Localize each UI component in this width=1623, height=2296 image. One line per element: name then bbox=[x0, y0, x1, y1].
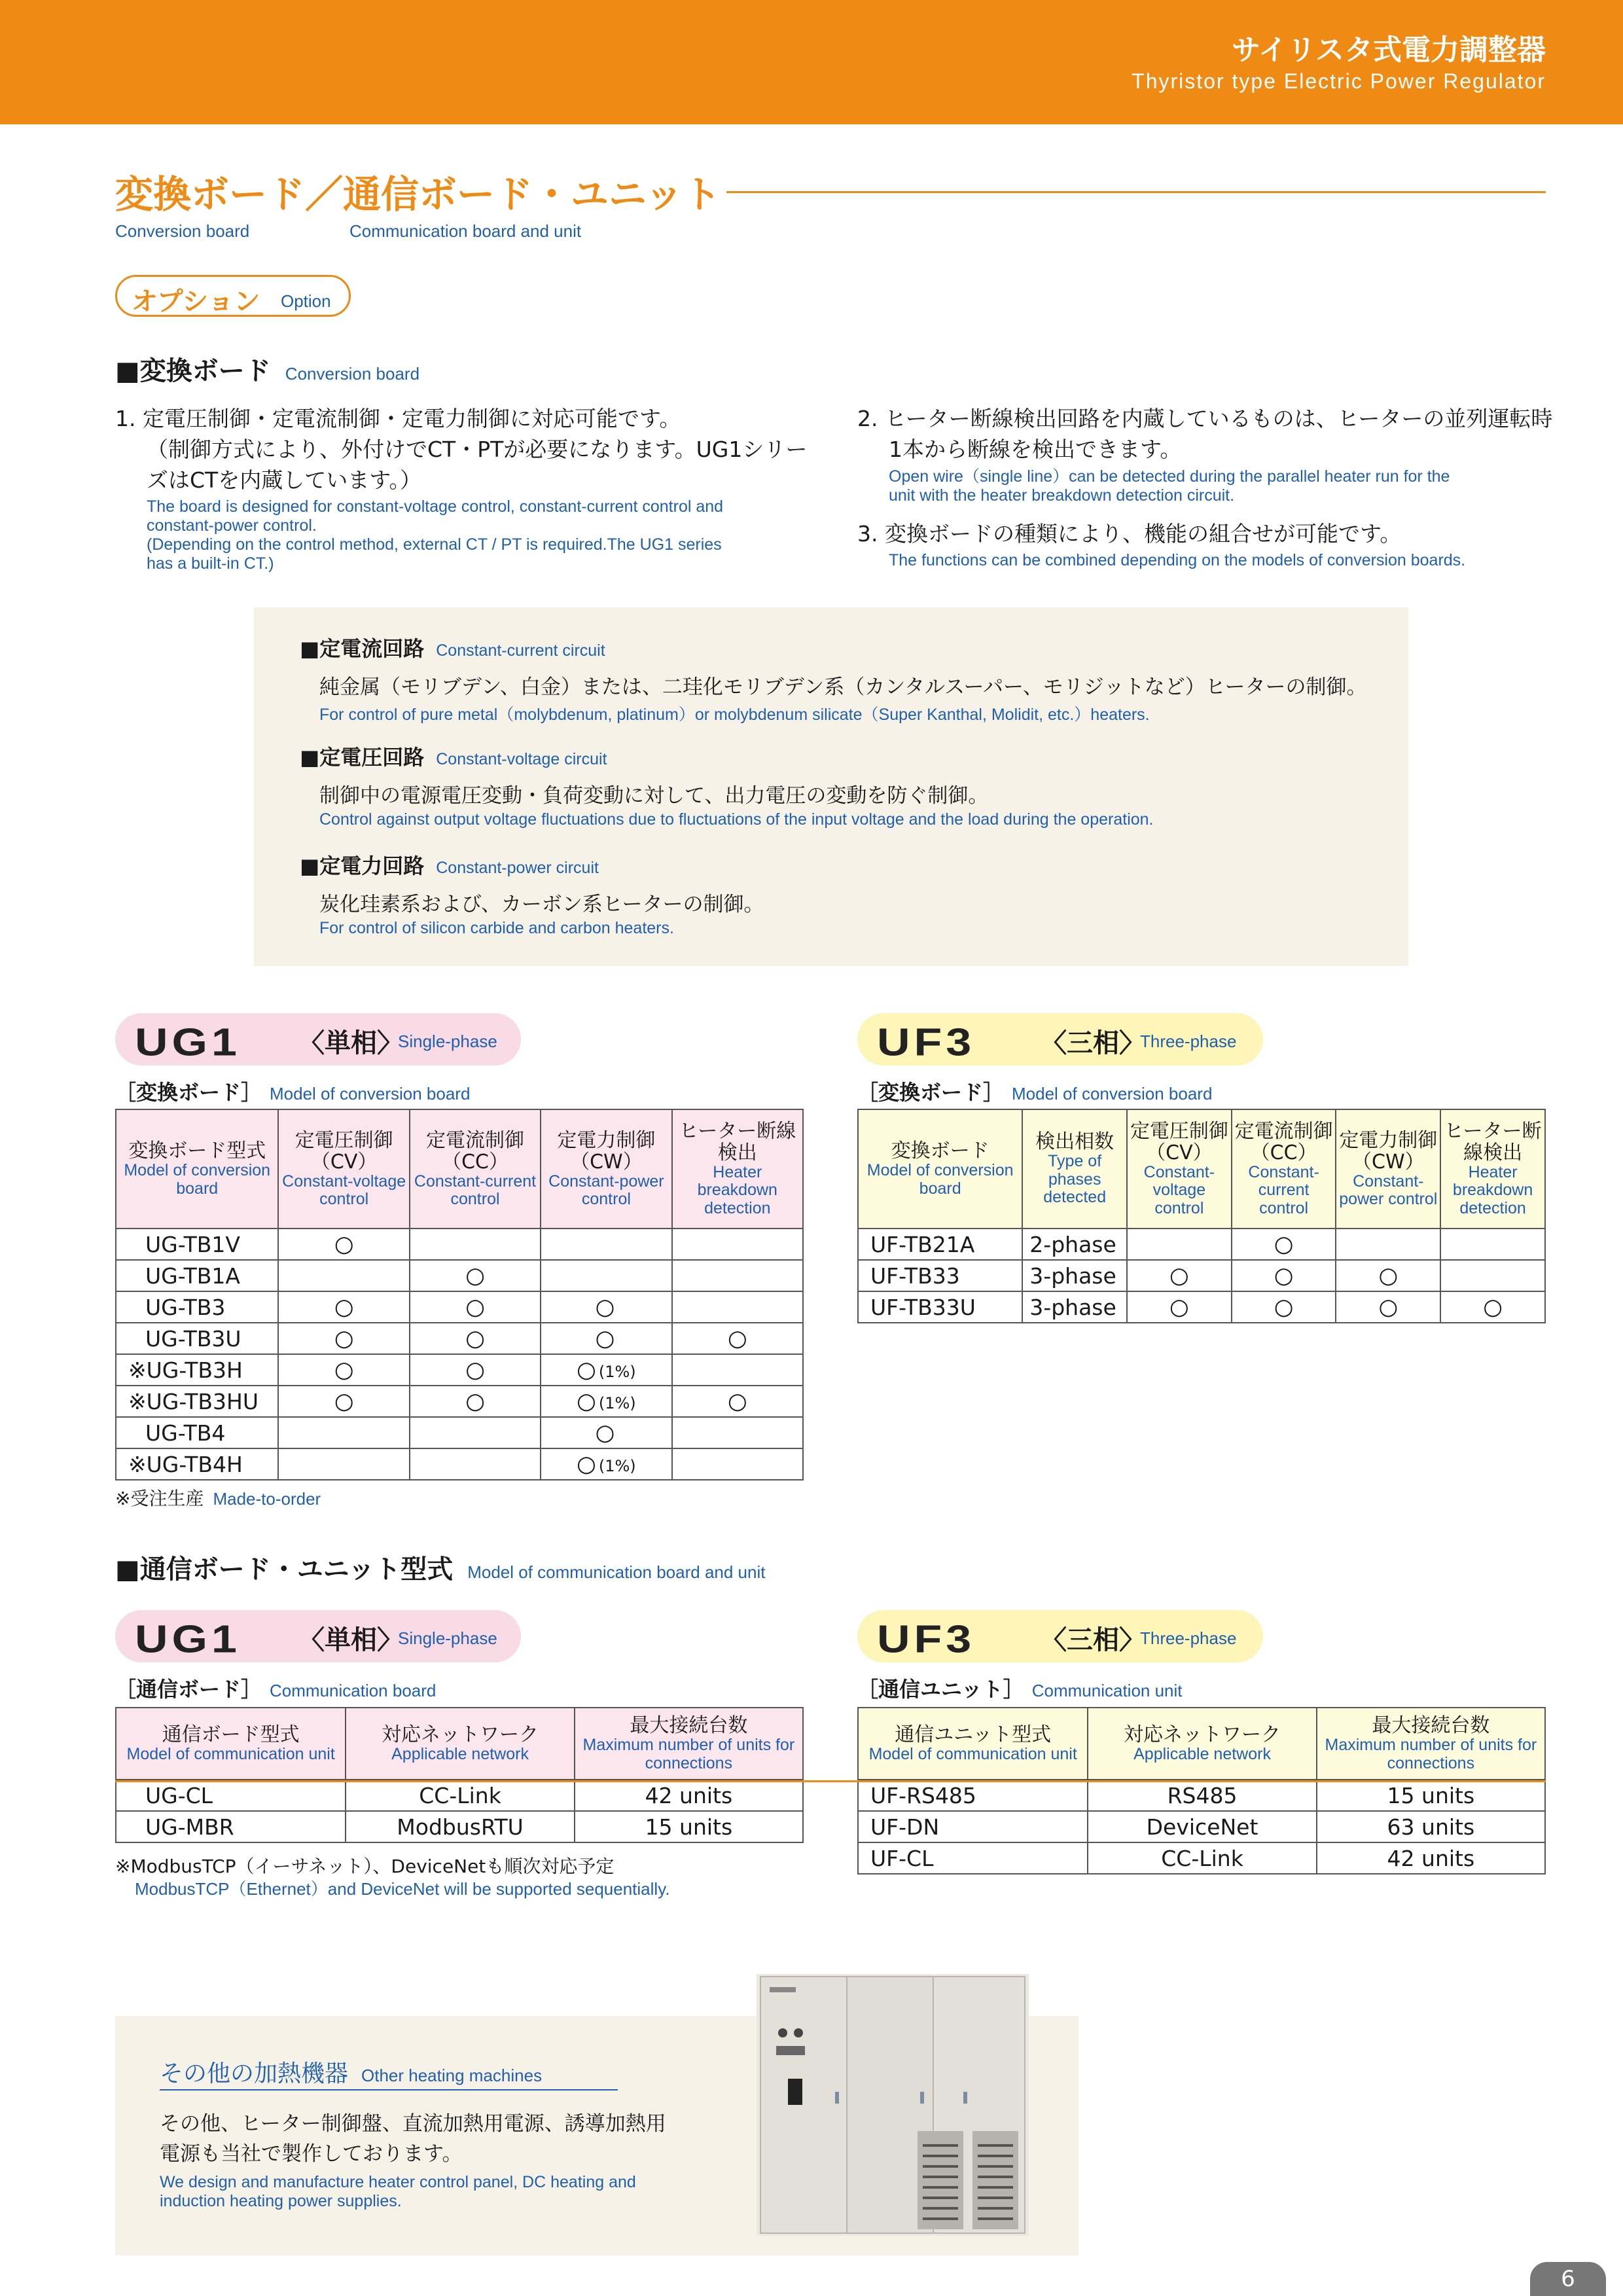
point-2-en-line-1: Open wire（single line）can be detected during the parallel heater run for the bbox=[889, 467, 1450, 486]
uf3-conv-caption-jp: ［変換ボード］ bbox=[857, 1080, 1005, 1105]
page-number: 6 bbox=[1530, 2262, 1606, 2296]
table-header-row bbox=[116, 1109, 803, 1229]
other-title-en: Other heating machines bbox=[361, 2066, 543, 2085]
made-to-order-note bbox=[115, 1484, 321, 1511]
point-3-en: The functions can be combined depending on the models of conversion boards. bbox=[889, 551, 1466, 569]
circuit-cw-text: 炭化珪素系および、カーボン系ヒーターの制御。 bbox=[319, 893, 764, 916]
circuit-cc-text: 純金属（モリブデン、白金）または、二珪化モリブデン系（カンタルスーパー、モリジットなど）ヒーターの制御。 bbox=[319, 675, 1367, 699]
table-row: UG-CL CC-Link 42 units bbox=[116, 1780, 803, 1811]
ug1-comm-caption bbox=[115, 1673, 436, 1703]
col-cc: 定電流制御（CC） Constant-current control bbox=[410, 1109, 541, 1229]
communication-heading-jp: ■通信ボード・ユニット型式 bbox=[115, 1554, 454, 1585]
communication-heading-en: Model of communication board and unit bbox=[467, 1562, 766, 1582]
col-cw: 定電力制御（CW） Constant-power control bbox=[541, 1109, 671, 1229]
col-heater-breakdown: ヒーター断線検出 Heater breakdown detection bbox=[1440, 1109, 1545, 1229]
point-1-jp bbox=[115, 403, 807, 495]
ug1-conversion-table bbox=[115, 1109, 804, 1480]
other-text-en bbox=[160, 2173, 636, 2211]
option-label-jp: オプション bbox=[132, 287, 260, 317]
conversion-heading bbox=[115, 350, 419, 387]
circuit-cv-title-en: Constant-voltage circuit bbox=[436, 750, 607, 768]
point-1-en-line-2: constant-power control. bbox=[147, 516, 317, 535]
conversion-heading-en: Conversion board bbox=[285, 364, 420, 384]
header-title-jp: サイリスタ式電力調整器 bbox=[1231, 33, 1546, 67]
point-1-line-2: （制御方式により、外付けでCT・PTが必要になります。UG1シリー bbox=[147, 437, 808, 462]
title-rule bbox=[726, 191, 1546, 193]
header-band bbox=[0, 0, 1623, 124]
uf3-communication-table bbox=[857, 1707, 1546, 1874]
table-row: UG-TB3 ○ ○ ○ bbox=[116, 1291, 803, 1323]
table-header-row bbox=[116, 1708, 803, 1780]
table-row: UF-RS485 RS485 15 units bbox=[858, 1780, 1545, 1811]
circuit-cv-text-en: Control against output voltage fluctuations due to fluctuations of the input voltage and the load during the operation. bbox=[319, 810, 1154, 829]
ug1-conv-caption-jp: ［変換ボード］ bbox=[115, 1080, 262, 1105]
table-row: UF-TB21A 2-phase ○ bbox=[858, 1229, 1545, 1260]
table-row: UF-TB33 3-phase ○ ○ ○ bbox=[858, 1260, 1545, 1291]
uf3-label-pill bbox=[857, 1013, 1263, 1066]
ug1-communication-table bbox=[115, 1707, 804, 1843]
circuit-cw-title-jp: ■定電力回路 bbox=[300, 853, 425, 878]
ug1-comm-phase-jp: 〈単相〉 bbox=[298, 1625, 403, 1655]
point-2-en-line-2: unit with the heater breakdown detection circuit. bbox=[889, 486, 1235, 505]
table-row: UF-TB33U 3-phase ○ ○ ○ ○ bbox=[858, 1291, 1545, 1323]
option-badge bbox=[115, 275, 351, 317]
ug1-comm-caption-en: Communication board bbox=[270, 1681, 437, 1700]
col-cc: 定電流制御（CC） Constant-current control bbox=[1232, 1109, 1336, 1229]
col-max-units: 最大接続台数 Maximum number of units for connections bbox=[1317, 1708, 1545, 1780]
table-row: UG-TB1V ○ bbox=[116, 1229, 803, 1260]
ug1-conv-caption-en: Model of conversion board bbox=[270, 1084, 471, 1103]
circuit-cc-text-en: For control of pure metal（molybdenum, platinum）or molybdenum silicate（Super Kanthal, Molidit, etc.）heaters. bbox=[319, 706, 1150, 724]
col-network: 対応ネットワーク Applicable network bbox=[1088, 1708, 1316, 1780]
heater-control-panel-image bbox=[757, 1974, 1029, 2236]
table-row: UG-TB4 ○ bbox=[116, 1417, 803, 1448]
uf3-conversion-table bbox=[857, 1109, 1546, 1323]
uf3-phase-jp: 〈三相〉 bbox=[1041, 1028, 1145, 1058]
col-network: 対応ネットワーク Applicable network bbox=[346, 1708, 574, 1780]
point-1-en bbox=[147, 497, 723, 573]
col-phases: 検出相数 Type of phases detected bbox=[1022, 1109, 1127, 1229]
page-title: 変換ボード／通信ボード・ユニット bbox=[115, 172, 721, 217]
other-text-jp-line-1: その他、ヒーター制御盤、直流加熱用電源、誘導加熱用 bbox=[160, 2112, 666, 2136]
point-2-line-1: 2. ヒーター断線検出回路を内蔵しているものは、ヒーターの並列運転時 bbox=[857, 406, 1553, 431]
col-cv: 定電圧制御（CV） Constant-voltage control bbox=[1127, 1109, 1232, 1229]
circuit-cv-title bbox=[300, 741, 607, 771]
col-model: 通信ユニット型式 Model of communication unit bbox=[858, 1708, 1088, 1780]
option-label-en: Option bbox=[281, 291, 331, 311]
other-title-jp: その他の加熱機器 bbox=[160, 2060, 349, 2087]
col-model: 変換ボード Model of conversion board bbox=[858, 1109, 1022, 1229]
ug1-comm-caption-jp: ［通信ボード］ bbox=[115, 1677, 262, 1702]
uf3-conv-caption-en: Model of conversion board bbox=[1012, 1084, 1213, 1103]
uf3-phase-en: Three-phase bbox=[1140, 1031, 1237, 1051]
col-model: 変換ボード型式 Model of conversion board bbox=[116, 1109, 278, 1229]
uf3-comm-label-pill bbox=[857, 1610, 1263, 1662]
ug1-comm-label-pill bbox=[115, 1610, 521, 1662]
communication-heading bbox=[115, 1549, 765, 1586]
table-row: UG-TB1A ○ bbox=[116, 1260, 803, 1291]
table-header-row bbox=[858, 1109, 1545, 1229]
table-row: UG-TB3U ○ ○ ○ ○ bbox=[116, 1323, 803, 1354]
circuit-cv-title-jp: ■定電圧回路 bbox=[300, 745, 425, 770]
uf3-comm-caption-jp: ［通信ユニット］ bbox=[857, 1677, 1024, 1702]
ug1-comm-model-label: UG1 bbox=[135, 1617, 241, 1661]
uf3-comm-caption bbox=[857, 1673, 1183, 1703]
circuit-cc-title-en: Constant-current circuit bbox=[436, 641, 605, 660]
col-max-units: 最大接続台数 Maximum number of units for connections bbox=[575, 1708, 803, 1780]
point-1-line-3: ズはCTを内蔵しています。） bbox=[147, 467, 422, 493]
table-header-row bbox=[858, 1708, 1545, 1780]
comm-note-en: ModbusTCP（Ethernet）and DeviceNet will be supported sequentially. bbox=[135, 1879, 670, 1899]
circuit-cc-title-jp: ■定電流回路 bbox=[300, 636, 425, 661]
ug1-comm-phase-en: Single-phase bbox=[398, 1628, 497, 1648]
ug1-conv-caption bbox=[115, 1076, 470, 1106]
col-model: 通信ボード型式 Model of communication unit bbox=[116, 1708, 346, 1780]
point-2-line-2: 1本から断線を検出できます。 bbox=[889, 437, 1182, 462]
subtitle-communication: Communication board and unit bbox=[349, 221, 582, 241]
circuits-box bbox=[254, 607, 1408, 966]
other-text-jp-line-2: 電源も当社で製作しております。 bbox=[160, 2142, 463, 2166]
other-title-underline bbox=[160, 2089, 618, 2090]
comm-note-jp: ※ModbusTCP（イーサネット）、DeviceNetも順次対応予定 bbox=[115, 1856, 615, 1877]
point-1-en-line-1: The board is designed for constant-voltage control, constant-current control and bbox=[147, 497, 724, 516]
ug1-label-pill bbox=[115, 1013, 521, 1066]
uf3-comm-model-label: UF3 bbox=[877, 1617, 976, 1661]
table-row: UG-MBR ModbusRTU 15 units bbox=[116, 1811, 803, 1842]
other-text-en-line-1: We design and manufacture heater control panel, DC heating and bbox=[160, 2173, 636, 2191]
subtitle-conversion: Conversion board bbox=[115, 221, 250, 241]
section-divider bbox=[115, 1780, 1546, 1782]
conversion-heading-jp: ■変換ボード bbox=[115, 356, 271, 386]
circuit-cw-title-en: Constant-power circuit bbox=[436, 859, 599, 877]
other-text-jp bbox=[160, 2109, 666, 2169]
uf3-comm-caption-en: Communication unit bbox=[1031, 1681, 1183, 1700]
circuit-cv-text: 制御中の電源電圧変動・負荷変動に対して、出力電圧の変動を防ぐ制御。 bbox=[319, 784, 989, 808]
table-row: ※UG-TB3HU ○ ○ ○ (1%) ○ bbox=[116, 1386, 803, 1417]
circuit-cw-title bbox=[300, 850, 599, 880]
made-to-order-note-jp: ※受注生産 bbox=[115, 1488, 204, 1509]
point-1-line-1: 1. 定電圧制御・定電流制御・定電力制御に対応可能です。 bbox=[115, 406, 681, 431]
circuit-cc-title bbox=[300, 632, 605, 662]
ug1-model-label: UG1 bbox=[135, 1020, 241, 1064]
uf3-model-label: UF3 bbox=[877, 1020, 976, 1064]
header-title-en: Thyristor type Electric Power Regulator bbox=[1132, 69, 1546, 93]
other-text-en-line-2: induction heating power supplies. bbox=[160, 2192, 402, 2210]
point-2-en bbox=[889, 467, 1450, 505]
uf3-comm-phase-en: Three-phase bbox=[1140, 1628, 1237, 1648]
ug1-phase-en: Single-phase bbox=[398, 1031, 497, 1051]
other-title bbox=[160, 2055, 542, 2089]
point-1-en-line-3: (Depending on the control method, external CT / PT is required.The UG1 series bbox=[147, 535, 722, 554]
uf3-conv-caption bbox=[857, 1076, 1212, 1106]
table-row: ※UG-TB3H ○ ○ ○ (1%) bbox=[116, 1354, 803, 1386]
point-2-jp bbox=[857, 403, 1552, 465]
point-1-en-line-4: has a built-in CT.) bbox=[147, 554, 274, 573]
col-cv: 定電圧制御（CV） Constant-voltage control bbox=[278, 1109, 409, 1229]
table-row: ※UG-TB4H ○ (1%) bbox=[116, 1448, 803, 1480]
table-row: UF-DN DeviceNet 63 units bbox=[858, 1811, 1545, 1842]
ug1-phase-jp: 〈単相〉 bbox=[298, 1028, 403, 1058]
point-3-jp: 3. 変換ボードの種類により、機能の組合せが可能です。 bbox=[857, 521, 1402, 547]
table-row: UF-CL CC-Link 42 units bbox=[858, 1842, 1545, 1874]
col-cw: 定電力制御（CW） Constant-power control bbox=[1336, 1109, 1440, 1229]
uf3-comm-phase-jp: 〈三相〉 bbox=[1041, 1625, 1145, 1655]
col-heater-breakdown: ヒーター断線検出 Heater breakdown detection bbox=[672, 1109, 803, 1229]
circuit-cw-text-en: For control of silicon carbide and carbon heaters. bbox=[319, 919, 674, 937]
made-to-order-note-en: Made-to-order bbox=[213, 1489, 321, 1509]
